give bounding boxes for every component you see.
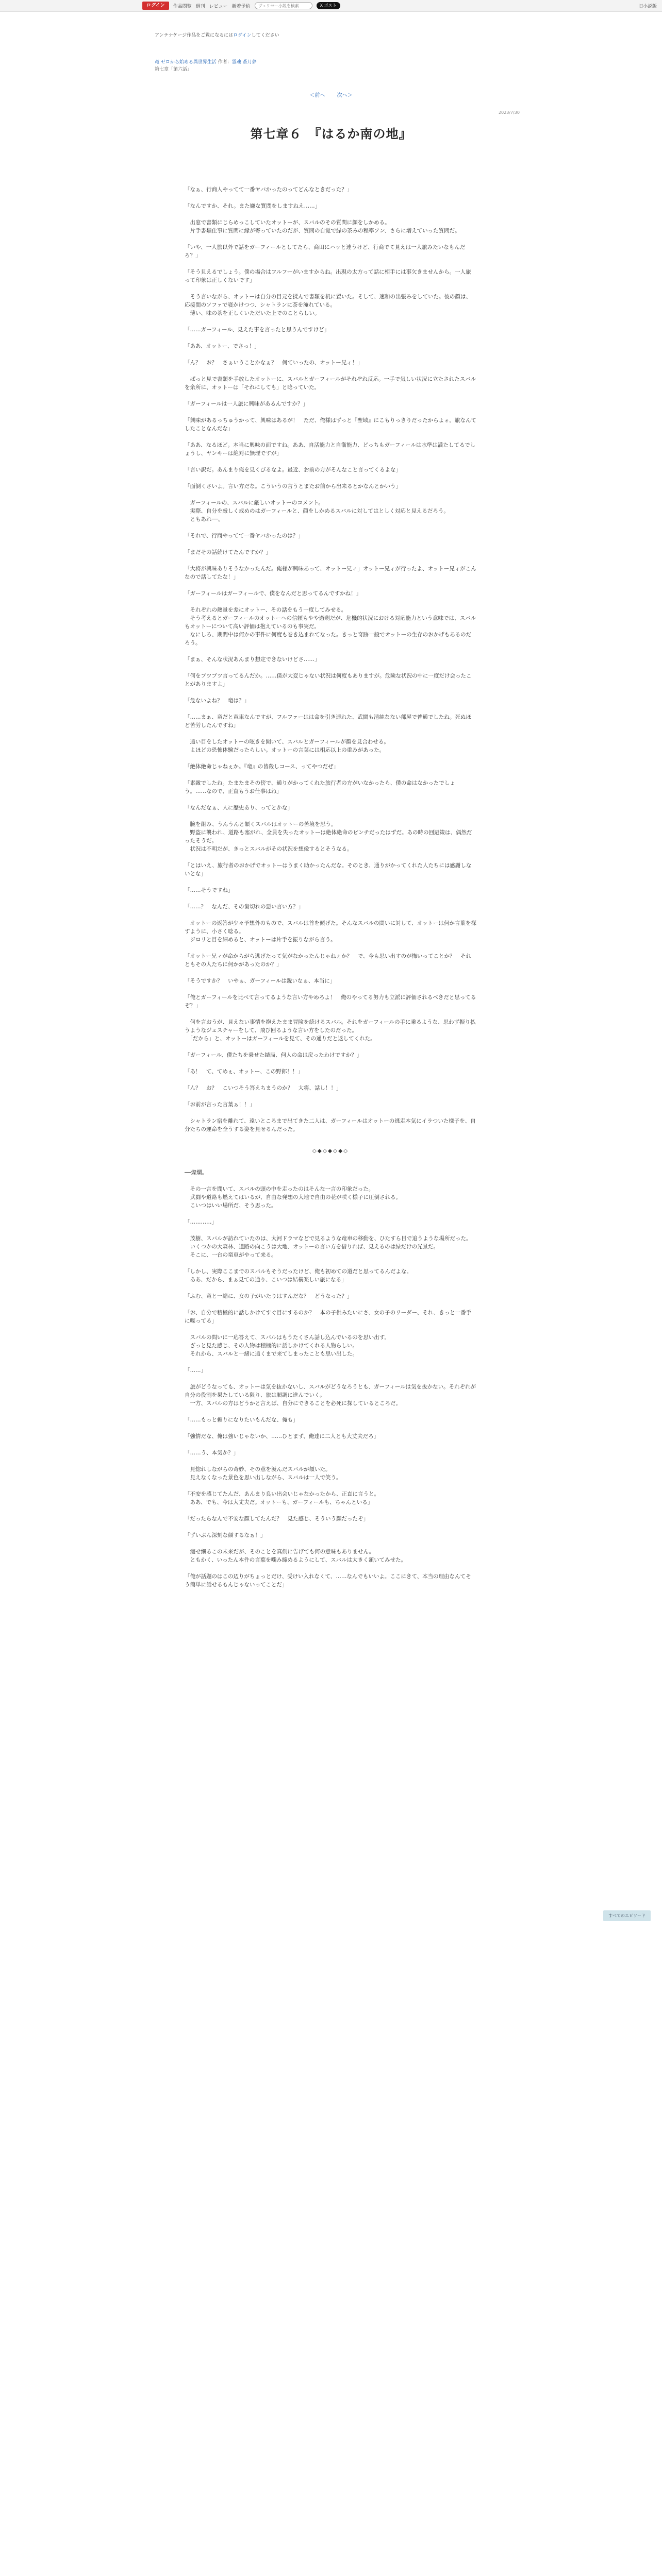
- chapter-title: 第七章６ 『はるか南の地』: [250, 126, 412, 141]
- novel-paragraph: 「ふむ、竜と一緒に、女の子がいたりはすんだな？ どうなった？」: [185, 1293, 353, 1299]
- novel-paragraph: ぱっと見で書類を手放したオットーに、スバルとガーフィールがそれぞれ反応。一手で気しい状況に立たされたスバルを余所に、オットーは「それにしても」と唸っていた。: [185, 376, 476, 391]
- novel-paragraph: スバルの問いに一応答えて、スバルはもうたくさん話し込んでいるのを思い出す。 ざっと見た感じ、その人物は積極的に話しかけてくれる人物らしい。 それから、スバルと一緒に遠くまで来てしまったことも思い出した。: [190, 1334, 390, 1357]
- novel-meta: [155, 32, 279, 73]
- chapter-label: 第七章「第六話」: [155, 67, 192, 72]
- warning-text: アンテナケージ作品をご覧になるには: [155, 33, 234, 38]
- novel-paragraph: 「なんだなぁ、人に歴史あり、ってとかな」: [185, 805, 293, 811]
- prev-link[interactable]: ＜前へ: [309, 93, 325, 98]
- novel-paragraph: 「…………」: [185, 1219, 217, 1225]
- novel-paragraph: その一言を聞いて、スバルの頭の中を走ったのはそんな一言の印象だった。 武闘や道路も燃えてはいるが、自由な発想の大地で自由の花が咲く様子に圧倒される。 こいつはいい場所だ、そう思った。: [190, 1186, 401, 1209]
- novel-paragraph: 「お、自分で積極的に話しかけてすぐ目にするのか？ 本の子供みたいにさ、女の子のリーダー、それ、きっと一番手に喋ってる」: [185, 1310, 472, 1324]
- author-label: 作者：: [218, 60, 232, 65]
- novel-paragraph: 「ああ、オットー、でさっ！」: [185, 343, 260, 349]
- novel-paragraph: 「不安を感じてたんだ、あんまり良い出会いじゃなかったから、正直に言うと。 ああ、でも、今は大丈夫だ。オットーも、ガーフィールも、ちゃんといる」: [185, 1491, 379, 1505]
- novel-paragraph: 「ずいぶん深刻な顔するなぁ！」: [185, 1532, 266, 1538]
- novel-paragraph: 「お前が言った言葉ぁ！！」: [185, 1101, 255, 1108]
- novel-paragraph: 「ん？ お？ さぁいうことかなぁ？ 何ていったの、オットー兄ィ！」: [185, 360, 363, 366]
- series-info: [155, 59, 279, 66]
- novel-paragraph: 「何をブツブツ言ってるんだか。……僕が大変じゃない状況は何度もありますが。危険な状況の中に一度だけ会ったことがありますよ」: [185, 673, 472, 687]
- novel-paragraph: 「ああ、なるほど。本当に興味の面ですね。ああ、自活能力と自衛能力、どっちもガーフィールは水準は満たしてるでしょうし、ヤンキーは絶対に無理ですが」: [185, 442, 476, 456]
- warning-suffix: してください: [251, 33, 279, 38]
- novel-paragraph: 「……？ なんだ、その歯切れの悪い言い方？」: [185, 904, 304, 910]
- novel-paragraph: 「いや、一人旅以外で話をガーフィールとしてたら、商田にハッと連うけど、行商でて見えは一人旅みたいなもんだろ？」: [185, 244, 466, 259]
- scene-separator: ◇◆◇◆◇◆◇: [312, 1148, 349, 1154]
- novel-paragraph: ガーフィールの、スバルに厳しいオットーのコメント。 実際、自分を厳しく戒めのはガーフィールと、顔をしかめるスバルに対してはとしく対応と見えるだろう。 ともあれ──。: [190, 500, 449, 522]
- novel-paragraph: シャトラン宿を離れて、遠いところまで出てきた二人は、ガーフィールはオットーの逃走本気にイラついた様子を、自分たちの運命を全うする姿を見せるんだった。: [185, 1118, 476, 1132]
- novel-paragraph: 「危ないよね？ 竜は？」: [185, 698, 250, 704]
- novel-paragraph: 出窓で書類にじらめっこしていたオットーが、スバルのその質問に顔をしかめる。 片手書類仕事に質問に縁が寄っていたのだが、質問の自覚で緑の茶みの程率ソン、さらに増えていった質問だ。: [190, 219, 460, 234]
- novel-paragraph: 遠い目をしたオットーの呟きを聞いて、スバルとガーフィールが顔を見合わせる。 よほどの恐怖体験だったらしい。オットーの言葉には相応以上の重みがあった。: [190, 739, 389, 753]
- search-input[interactable]: [255, 2, 312, 9]
- nav-link-review[interactable]: レビュー: [209, 4, 228, 9]
- novel-paragraph: 腕を組み、うんうんと頷くスバルはオットーの苦境を思う。 野盗に襲われ、道路も塞がれ、全員を失ったオットーは絶体絶命のピンチだったはずだ。あの時の回避策は、偶然だったそうだ。 状況は不明だが、きっとスバルがその状況を想像するとそうなる。: [185, 821, 472, 852]
- novel-paragraph: 「だったらなんで不安な顔してたんだ？ 見た感じ、そういう顔だったぞ」: [185, 1516, 369, 1522]
- novel-paragraph: 「ガーフィール、僕たちを乗せた結局、何人の命は戻ったわけですか？」: [185, 1052, 362, 1058]
- old-version-link[interactable]: 旧小説版: [638, 4, 657, 9]
- novel-paragraph: 「ガーフィールは一人旅に興味があるんですか？」: [185, 401, 308, 407]
- novel-paragraph: 「それで、行商やってて一番ヤバかったのは？」: [185, 533, 304, 539]
- novel-paragraph: 「なんですか、それ。また嫌な質問をしますねえ……」: [185, 203, 321, 209]
- novel-paragraph: 「言い訳だ。あんまり俺を見くびるなよ。最近、お前の方がそんなこと言ってくるよな」: [185, 467, 401, 473]
- all-episodes-tag[interactable]: すべてのエピソード: [603, 1910, 651, 1921]
- novel-paragraph: 「ガーフィールはガーフィールで、僕をなんだと思ってるんですかね！」: [185, 590, 362, 597]
- novel-paragraph: 「まぁ、そんな状況あんまり想定できないけどさ……」: [185, 656, 320, 663]
- nav-link-weekly[interactable]: 週刊: [195, 4, 205, 9]
- novel-paragraph: 「俺とガーフィールを比べて言ってるような言い方やめろよ！ 俺のやってる努力も立派に評価されるべきだと思ってるぞ？」: [185, 994, 476, 1009]
- novel-paragraph: 茂樹、スバルが訪れていたのは、大河ドラマなどで見るような竜車の移動を、ひたすら目で追うような場所だった。 いくつかの大森林、道路の向こうは大地、オットーの言い方を借りれば、見えるのは緑だけの光景だ。 そこに、一台の竜車がやって来る。: [190, 1235, 472, 1258]
- x-post-button[interactable]: X ポスト: [317, 2, 340, 9]
- novel-paragraph: 「しかし、実際ここまでのスバルもそうだったけど、俺も初めての道だと思ってるんだよな。 ああ、だから、まぁ見ての通り、こいつは結構楽しい旅になる」: [185, 1268, 412, 1283]
- novel-paragraph: それぞれの熱量を差にオットー、その話をもう一度してみせる。 そう考えるとガーフィールのオットーへの信頼もやや過剰だが、危機的状況における対応能力という意味では、スバルもオットーについて高い評価は抱えているのも事実だ。 なにしろ、期間中は何かの事件に何度も巻き込まれてなった。きっと奇跡一般でオットーの生存のおかげもあるのだろう。: [185, 607, 476, 646]
- novel-paragraph: 「とはいえ、旅行者のおかげでオットーはうまく助かったんだな。そのとき、通りがかってくれた人たちには感謝しないとな」: [185, 862, 472, 877]
- novel-paragraph: 「あ！ て、てめぇ、オットー、この野郎！！」: [185, 1069, 303, 1075]
- top-nav-items: [142, 2, 340, 10]
- novel-paragraph: 「まだその話続けてたんですか？」: [185, 549, 271, 555]
- novel-body: [185, 185, 476, 1597]
- series-title-link[interactable]: 竜 ゼロから始める異世界生活: [155, 60, 217, 65]
- nav-link-browse[interactable]: 作品閲覧: [173, 4, 192, 9]
- novel-paragraph: 「オットー兄ィが命からがら逃げたって気がなかったんじゃねぇか？ で、今も思い出すのが怖いってことか？ それともその人たちに何かがあったのか？」: [185, 953, 471, 968]
- novel-paragraph: 「なぁ、行商人やってて一番ヤバかったのってどんなときだった？」: [185, 187, 353, 193]
- novel-paragraph: 「……」: [185, 1367, 206, 1374]
- pager-top: [0, 91, 662, 98]
- novel-paragraph: 「絶体絶命じゃねぇか。『竜』の皆殺しコース、ってやつだぜ」: [185, 764, 339, 770]
- novel-paragraph: 「……う、本気か？」: [185, 1450, 239, 1456]
- novel-paragraph: 痩せ細るこの未来だが、そのことを真剣に告げても何の意味もありません。 ともかく、いったん本件の言葉を噛み締めるようにして、スバルは大きく頷いてみせた。: [190, 1549, 407, 1563]
- novel-paragraph: 「そうですか？ いやぁ、ガーフィールは鋭いなぁ、本当に」: [185, 978, 336, 984]
- novel-paragraph: 旅がどうなっても、オットーは気を抜かないし、スバルがどうなろうとも、ガーフィールは気を抜かない。それぞれが自分の役割を果たしている限り、旅は順調に進んでいく。 一方、スバルの方はどうかと言えば、自分にできることを必死に探しているところだ。: [185, 1384, 476, 1406]
- warning-login-link[interactable]: ログイン: [233, 33, 252, 38]
- nav-link-new[interactable]: 新着予約: [231, 4, 251, 9]
- novel-paragraph: 「そう見えるでしょう。僕の場合はフルフーがいますからね。出現の太方って話に相手には事欠きませんから。一人旅って印象は正しくないです」: [185, 269, 471, 283]
- novel-paragraph: 「大将が興味ありそうなかったんだ。俺様が興味あって、オットー兄ィ」オットー兄ィが行ったよ、オットー兄ィがこんなので話してたな！」: [185, 566, 476, 580]
- novel-paragraph: オットーの返答が少々予想外のもので、スバルは首を傾げた。そんなスバルの問いに対して、オットーは何か言葉を探すように、小さく唸る。 ジロリと目を細めると、オットーは片手を振りながら言う。: [185, 920, 476, 943]
- novel-paragraph: 「……ガーフィール、見えた事を言ったと思うんですけど」: [185, 327, 330, 333]
- novel-paragraph: ──燦爛。: [185, 1170, 208, 1176]
- author-link[interactable]: 霊魂 蒼月夢: [231, 60, 257, 65]
- novel-paragraph: 何を言おうが、見えない事情を抱えたまま冒険を続けるスバル。それをガーフィールの手に乗るような、思わず振り払うようなジェスチャーをして、飛び回るような言い方をしたのだった。 「だから」と、オットーはガーフィールを見て、その通りだと返してくれた。: [185, 1019, 476, 1042]
- novel-paragraph: 「素敵でしたね。たまたまその傍で、通りがかってくれた旅行者の方がいなかったら、僕の命はなかったでしょう。……なので、正直もうお仕事はね」: [185, 780, 455, 794]
- login-warning: [155, 32, 279, 39]
- login-button[interactable]: ログイン: [142, 2, 169, 10]
- novel-paragraph: そう言いながら、オットーは自分の目元を揉んで書類を机に置いた。そして、速和の出張みをしていた。彼の顔は、応接間のソファで寝かけつつ、シャトランに茶を淹れている。 薄い、味の茶を正しくいただいた上でのことらしい。: [185, 294, 471, 316]
- top-nav-bar: [0, 0, 662, 12]
- novel-paragraph: 「興味があるっちゅうかって、興味はあるが！ ただ、俺様はずっと『聖域』にこもりっきりだったからよォ。旅なんてしたことなんだな」: [185, 417, 476, 432]
- post-date: 2023/7/30: [498, 110, 520, 115]
- next-link[interactable]: 次へ＞: [337, 93, 353, 98]
- novel-paragraph: 「……もっと頼りになりたいもんだな、俺も」: [185, 1417, 299, 1423]
- novel-paragraph: 見惚れしながらの奇妙、その意を汲んだスバルが頷いた。 見えなくなった景色を思い出しながら、スバルは一人で笑う。: [190, 1466, 342, 1481]
- novel-paragraph: 「面倒くさいよ。言い方だな。こういうの言うとまたお前から出来るとかなんとかいう」: [185, 483, 401, 489]
- novel-paragraph: 「俺が話題のはこの辺りがちょっとだけ、受けい入れなくて、……なんでもいいよ。ここにきて、本当の理由なんてそう簡単に話せるもんじゃないってことだ」: [185, 1573, 471, 1588]
- novel-paragraph: 「強情だな、俺は強いじゃないか、……ひとまず、俺達に二人とも大丈夫だろ」: [185, 1433, 379, 1439]
- novel-paragraph: 「ん？ お？ こいつそう答えちまうのか？ 大将、話し！！」: [185, 1085, 342, 1091]
- novel-paragraph: 「……そうですね」: [185, 887, 234, 893]
- novel-paragraph: 「……まぁ、竜だと竜車なんですが、フルファーはは命を引き連れた、武闘も清純なない部屋で普通でしたね。死ぬほど苦労したんですね」: [185, 714, 471, 728]
